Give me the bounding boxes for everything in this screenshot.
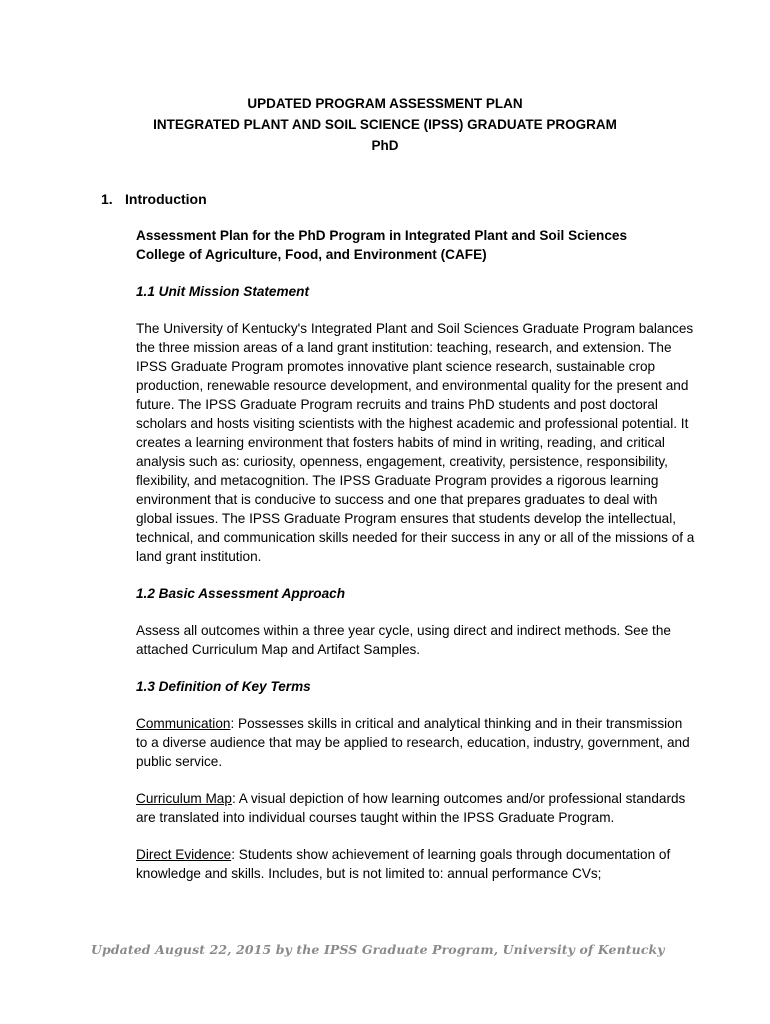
term-curriculum-map-definition: : A visual depiction of how learning outcomes and/or professional standards are translated into individual courses taught within the IPSS Graduate Program. xyxy=(136,791,686,825)
plan-heading xyxy=(136,226,696,264)
assessment-approach-body: Assess all outcomes within a three year cycle, using direct and indirect methods. See the attached Curriculum Map and Artifact Samples. xyxy=(136,623,671,657)
plan-heading-line-1: Assessment Plan for the PhD Program in Integrated Plant and Soil Sciences xyxy=(136,228,628,243)
section-1-heading xyxy=(101,189,207,209)
term-communication-definition: : Possesses skills in critical and analytical thinking and in their transmission to a diverse audience that may be applied to research, education, industry, government, and public service. xyxy=(136,716,690,769)
term-direct-evidence xyxy=(136,845,696,883)
document-body xyxy=(136,226,696,901)
document-title xyxy=(0,93,770,156)
title-line-2: INTEGRATED PLANT AND SOIL SCIENCE (IPSS) GRADUATE PROGRAM xyxy=(153,117,617,132)
section-1-number: 1. xyxy=(101,191,113,207)
mission-statement-body: The University of Kentucky's Integrated Plant and Soil Sciences Graduate Program balances the three mission areas of a land grant institution: teaching, research, and extension. The IPSS Graduate Program promotes innovative plant science research, sustainable crop production, renewable resource development, and environmental quality for the present and future. The IPSS Graduate Program recruits and trains PhD students and post doctoral scholars and hosts visiting scientists with the highest academic and professional potential. It creates a learning environment that fosters habits of mind in writing, reading, and critical analysis such as: curiosity, openness, engagement, creativity, persistence, responsibility, flexibility, and metacognition. The IPSS Graduate Program provides a rigorous learning environment that is conducive to success and one that prepares graduates to deal with global issues. The IPSS Graduate Program ensures that students develop the intellectual, technical, and communication skills needed for their success in any or all of the missions of a land grant institution. xyxy=(136,321,695,564)
term-communication xyxy=(136,714,696,771)
term-communication-label: Communication xyxy=(136,716,231,731)
plan-heading-line-2: College of Agriculture, Food, and Environment (CAFE) xyxy=(136,247,487,262)
mission-statement-heading: 1.1 Unit Mission Statement xyxy=(136,284,309,299)
page-footer: Updated August 22, 2015 by the IPSS Graduate Program, University of Kentucky xyxy=(91,942,665,957)
title-line-1: UPDATED PROGRAM ASSESSMENT PLAN xyxy=(247,96,523,111)
term-curriculum-map xyxy=(136,789,696,827)
term-direct-evidence-definition: : Students show achievement of learning goals through documentation of knowledge and skills. Includes, but is not limited to: annual performance CVs; xyxy=(136,847,671,881)
section-1-title: Introduction xyxy=(125,191,207,207)
term-curriculum-map-label: Curriculum Map xyxy=(136,791,232,806)
title-line-3: PhD xyxy=(371,138,399,153)
term-direct-evidence-label: Direct Evidence xyxy=(136,847,232,862)
assessment-approach-heading: 1.2 Basic Assessment Approach xyxy=(136,586,346,601)
key-terms-heading: 1.3 Definition of Key Terms xyxy=(136,679,311,694)
